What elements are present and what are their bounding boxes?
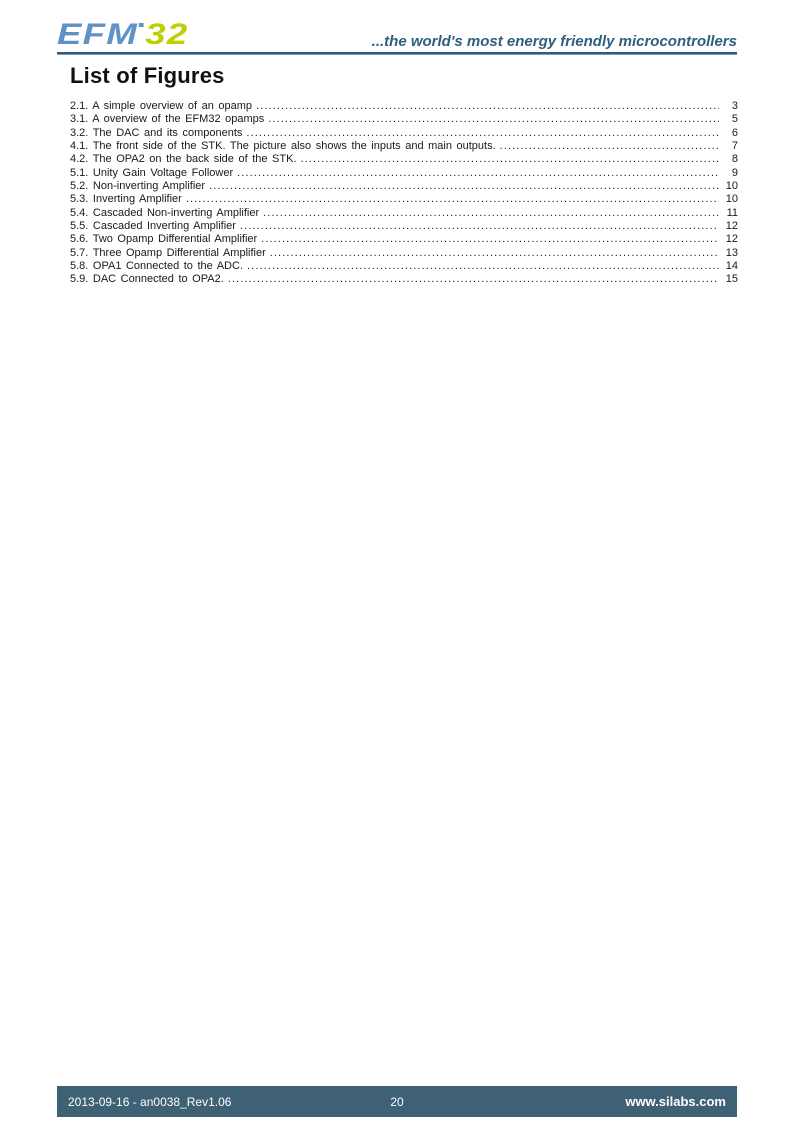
figure-entry-label: 4.2. The OPA2 on the back side of the STK. xyxy=(70,153,297,166)
figure-entry[interactable] xyxy=(70,100,738,113)
header-tagline: ...the world's most energy friendly microcontrollers xyxy=(371,33,737,50)
figure-entry-page: 15 xyxy=(725,273,738,286)
figure-entry[interactable] xyxy=(70,207,738,220)
figure-entry-page: 7 xyxy=(731,140,738,153)
logo-text-32: 32 xyxy=(145,18,189,51)
figure-entry-leader-dots xyxy=(240,220,719,233)
figure-entry-page: 10 xyxy=(725,180,738,193)
figure-entry-label: 3.1. A overview of the EFM32 opamps xyxy=(70,113,265,126)
figure-entry-leader-dots xyxy=(261,233,719,246)
header-divider xyxy=(57,52,737,55)
figure-entry-leader-dots xyxy=(301,153,720,166)
list-of-figures xyxy=(70,100,738,287)
figure-entry[interactable] xyxy=(70,167,738,180)
figure-entry-leader-dots xyxy=(263,207,719,220)
figure-entry-page: 8 xyxy=(731,153,738,166)
figure-entry-label: 2.1. A simple overview of an opamp xyxy=(70,100,253,112)
figure-entry-leader-dots xyxy=(247,260,719,273)
figure-entry[interactable] xyxy=(70,260,738,273)
figure-entry-leader-dots xyxy=(186,193,719,206)
figure-entry-page: 10 xyxy=(725,193,738,206)
footer-doc-info: 2013-09-16 - an0038_Rev1.06 xyxy=(68,1094,232,1109)
figure-entry-label: 5.4. Cascaded Non-inverting Amplifier xyxy=(70,206,260,219)
figure-entry-leader-dots xyxy=(270,247,719,260)
figure-entry[interactable] xyxy=(70,153,738,166)
figure-entry[interactable] xyxy=(70,273,738,286)
figure-entry-leader-dots xyxy=(228,273,719,286)
figure-entry-label: 3.2. The DAC and its components xyxy=(70,126,243,139)
figure-entry[interactable] xyxy=(70,180,738,193)
figure-entry-page: 13 xyxy=(725,246,738,259)
page-title: List of Figures xyxy=(70,63,225,88)
footer-page-number: 20 xyxy=(390,1094,404,1109)
figure-entry-label: 5.9. DAC Connected to OPA2. xyxy=(70,273,224,286)
figure-entry-label: 5.8. OPA1 Connected to the ADC. xyxy=(70,260,244,273)
figure-entry[interactable] xyxy=(70,140,738,153)
figure-entry-label: 5.6. Two Opamp Differential Amplifier xyxy=(70,233,258,246)
figure-entry-page: 6 xyxy=(731,126,738,139)
efm32-logo xyxy=(57,20,188,50)
figure-entry[interactable] xyxy=(70,247,738,260)
figure-entry-label: 5.5. Cascaded Inverting Amplifier xyxy=(70,220,236,233)
figure-entry-leader-dots xyxy=(209,180,719,193)
figure-entry-leader-dots xyxy=(500,140,719,153)
figure-entry-label: 5.1. Unity Gain Voltage Follower xyxy=(70,166,234,179)
footer-website-link[interactable]: www.silabs.com xyxy=(625,1094,726,1109)
figure-entry-page: 12 xyxy=(725,220,738,233)
logo-trademark-dot-icon xyxy=(139,23,144,27)
figure-entry-page: 3 xyxy=(731,100,738,112)
logo-text-efm: EFM xyxy=(57,18,138,51)
figure-entry[interactable] xyxy=(70,127,738,140)
figure-entry-label: 5.7. Three Opamp Differential Amplifier xyxy=(70,246,266,259)
figure-entry-leader-dots xyxy=(246,127,719,140)
figure-entry-label: 5.3. Inverting Amplifier xyxy=(70,193,182,206)
figure-entry-label: 5.2. Non-inverting Amplifier xyxy=(70,180,206,193)
figure-entry-leader-dots xyxy=(256,100,719,113)
figure-entry-page: 14 xyxy=(725,260,738,273)
figure-entry-page: 9 xyxy=(731,166,738,179)
figure-entry[interactable] xyxy=(70,193,738,206)
figure-entry-leader-dots xyxy=(268,113,719,126)
footer-bar xyxy=(57,1086,737,1117)
figure-entry-page: 11 xyxy=(726,206,738,219)
figure-entry[interactable] xyxy=(70,233,738,246)
figure-entry-page: 5 xyxy=(731,113,738,126)
figure-entry[interactable] xyxy=(70,220,738,233)
figure-entry-page: 12 xyxy=(725,233,738,246)
figure-entry-label: 4.1. The front side of the STK. The picture also shows the inputs and main outputs. xyxy=(70,140,496,153)
figure-entry[interactable] xyxy=(70,113,738,126)
figure-entry-leader-dots xyxy=(237,167,719,180)
